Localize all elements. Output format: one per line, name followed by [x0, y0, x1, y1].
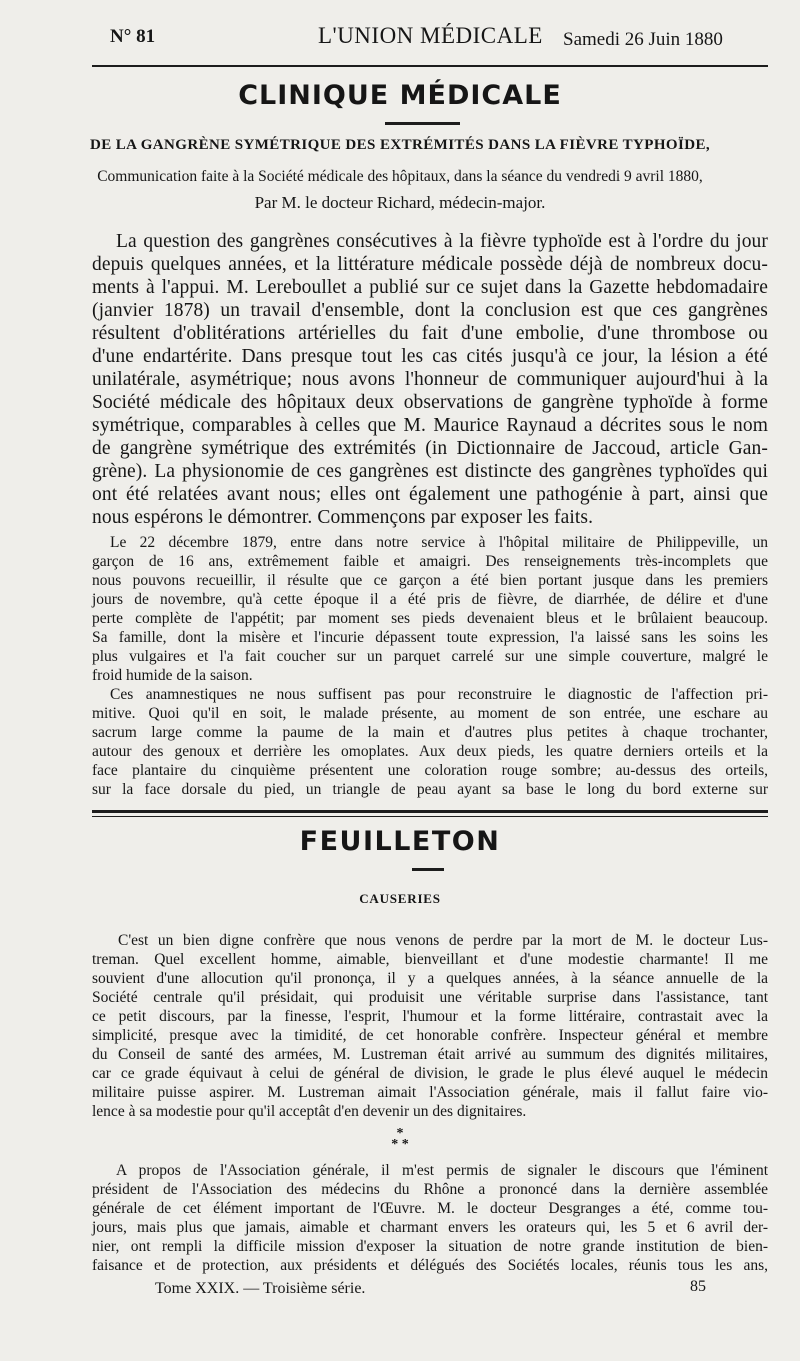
separator-asterisk-bottom: * * — [391, 1137, 409, 1152]
article-author: Par M. le docteur Richard, médecin-major. — [254, 193, 546, 212]
text-line: résultent d'oblitérations artérielles du fait d'une embolie, d'une thrombose ou — [92, 323, 768, 344]
text-line: générale de cet élément important de l'Œuvre. M. le docteur Desgranges a été, comme tou- — [92, 1200, 768, 1217]
text-line: sur la face dorsale du pied, un triangle de peau ayant sa base le long du bord externe sur — [92, 781, 768, 798]
issue-number: N° 81 — [110, 26, 156, 47]
heading-rule — [385, 122, 460, 125]
text-line: treman. Quel excellent homme, aimable, bienveillant et d'une modestie charmante! Il me — [92, 951, 768, 968]
text-line: La question des gangrènes consécutives à la fièvre typhoïde est à l'ordre du jour — [116, 231, 768, 252]
text-line: face plantaire du cinquième présentent une coloration rouge sombre; au-dessus des orteils, — [92, 762, 768, 779]
text-line: Ces anamnestiques ne nous suffisent pas pour reconstruire le diagnostic de l'affection pri- — [110, 686, 768, 703]
text-line: militaire puisse aspirer. M. Lustreman aimait l'Association générale, mais il fallut faire vio- — [92, 1084, 768, 1101]
section-heading-clinique: CLINIQUE MÉDICALE — [238, 80, 562, 111]
text-line: Sa famille, dont la misère et l'incurie dépassent toute expression, l'a laissé sans les soins les — [92, 629, 768, 646]
text-line: simplicité, presque avec la timidité, de cet honorable confrère. Inspecteur général et membre — [92, 1027, 768, 1044]
text-line: C'est un bien digne confrère que nous venons de perdre par la mort de M. le docteur Lus- — [118, 932, 768, 949]
text-line: ments à l'appui. M. Lereboullet a publié sur ce sujet dans la Gazette hebdomadaire — [92, 277, 768, 298]
text-line: jours, mais plus que jamais, aimable et charmant envers les orateurs qui, les 5 et 6 avril der- — [92, 1219, 768, 1236]
text-line: du Conseil de santé des armées, M. Lustreman était arrivé au summum des dignités militaires, — [92, 1046, 768, 1063]
feuilleton-subheading: CAUSERIES — [359, 891, 441, 906]
text-line: A propos de l'Association générale, il m'est permis de signaler le discours que l'éminent — [116, 1162, 768, 1179]
text-line: souvient d'une allocution qu'il prononça, il y a quelques années, à la séance annuelle de la — [92, 970, 768, 987]
text-line: mitive. Quoi qu'il en soit, le malade présente, au moment de son entrée, une eschare au — [92, 705, 768, 722]
text-line: président de l'Association des médecins du Rhône a prononcé dans la dernière assemblée — [92, 1181, 768, 1198]
issue-date: Samedi 26 Juin 1880 — [563, 29, 723, 50]
text-line: Société centrale qu'il présidait, qui produisit une véritable surprise dans l'assistance, tant — [92, 989, 768, 1006]
feuilleton-rule-bottom — [92, 816, 768, 817]
text-line: symétrique, comparables à celles que M. Maurice Raynaud a décrites sous le nom — [92, 415, 768, 436]
text-line: Le 22 décembre 1879, entre dans notre service à l'hôpital militaire de Philippeville, un — [110, 534, 768, 551]
text-line: nous espérons le démontrer. Commençons par exposer les faits. — [92, 507, 594, 528]
text-line: ce petit discours, par la finesse, l'esprit, l'humour et la forme littéraire, contrastait avec la — [92, 1008, 768, 1025]
text-line: faisance et de protection, aux présidents et délégués des Sociétés locales, réunis tous les ans, — [92, 1257, 768, 1274]
text-line: ont été relatées avant nous; elles ont également une pathogénie à part, ainsi que — [92, 484, 768, 505]
feuilleton-heading-rule — [412, 868, 444, 871]
text-line: unilatérale, asymétrique; nous avons l'honneur de communiquer aujourd'hui à la — [92, 369, 768, 390]
journal-title: L'UNION MÉDICALE — [318, 23, 543, 48]
text-line: froid humide de la saison. — [92, 667, 253, 684]
article-title: DE LA GANGRÈNE SYMÉTRIQUE DES EXTRÉMITÉS DANS LA FIÈVRE TYPHOÏDE, — [89, 137, 710, 153]
text-line: lence à sa modestie pour qu'il acceptât d'en devenir un des dignitaires. — [92, 1103, 527, 1120]
section-heading-feuilleton: FEUILLETON — [299, 826, 501, 857]
text-line: nous pouvons recueillir, il résulte que ce garçon a été bien portant jusque dans les premiers — [92, 572, 768, 589]
text-line: nier, ont rempli la difficile mission d'exposer la situation de notre grande institution de bien- — [92, 1238, 768, 1255]
text-line: jours de novembre, qu'à cette époque il a été pris de fièvre, de diarrhée, de délire et d'une — [92, 591, 768, 608]
page-number: 85 — [690, 1278, 706, 1295]
text-line: plus vulgaires et l'a fait coucher sur un parquet carrelé sur une simple couverture, malgré le — [92, 648, 768, 665]
text-line: Société médicale des hôpitaux deux observations de gangrène typhoïde à forme — [92, 392, 768, 413]
separator-asterisk-top: * — [396, 1126, 404, 1141]
article-communication: Communication faite à la Société médicale des hôpitaux, dans la séance du vendredi 9 avril 1880, — [97, 168, 703, 185]
feuilleton-rule-top — [92, 810, 768, 813]
text-line: sacrum large comme la paume de la main et d'autres plus petites à chaque trochanter, — [92, 724, 768, 741]
footer-tome: Tome XXIX. — Troisième série. — [155, 1280, 366, 1297]
header-rule — [92, 65, 768, 67]
text-line: depuis quelques années, et la littérature médicale possède déjà de nombreux docu- — [92, 254, 768, 275]
text-line: (janvier 1878) un travail d'ensemble, dont la conclusion est que ces gangrènes — [92, 300, 768, 321]
text-line: grène). La physionomie de ces gangrènes est distincte des gangrènes typhoïdes qui — [92, 461, 768, 482]
text-line: autour des genoux et derrière les omoplates. Aux deux pieds, les quatre derniers orteils et la — [92, 743, 768, 760]
text-line: car ce grade équivaut à celui de général de division, le grade le plus élevé auquel le médecin — [92, 1065, 768, 1082]
text-line: de gangrène symétrique des extrémités (in Dictionnaire de Jaccoud, article Gan- — [92, 438, 768, 459]
text-line: d'une endartérite. Dans presque tout les cas cités jusqu'à ce jour, la lésion a été — [92, 346, 768, 367]
text-line: perte complète de l'appétit; par moment ses pieds devenaient bleus et le brûlaient beaucoup. — [92, 610, 768, 627]
text-line: garçon de 16 ans, extrêmement faible et amaigri. Des renseignements très-incomplets que — [92, 553, 768, 570]
